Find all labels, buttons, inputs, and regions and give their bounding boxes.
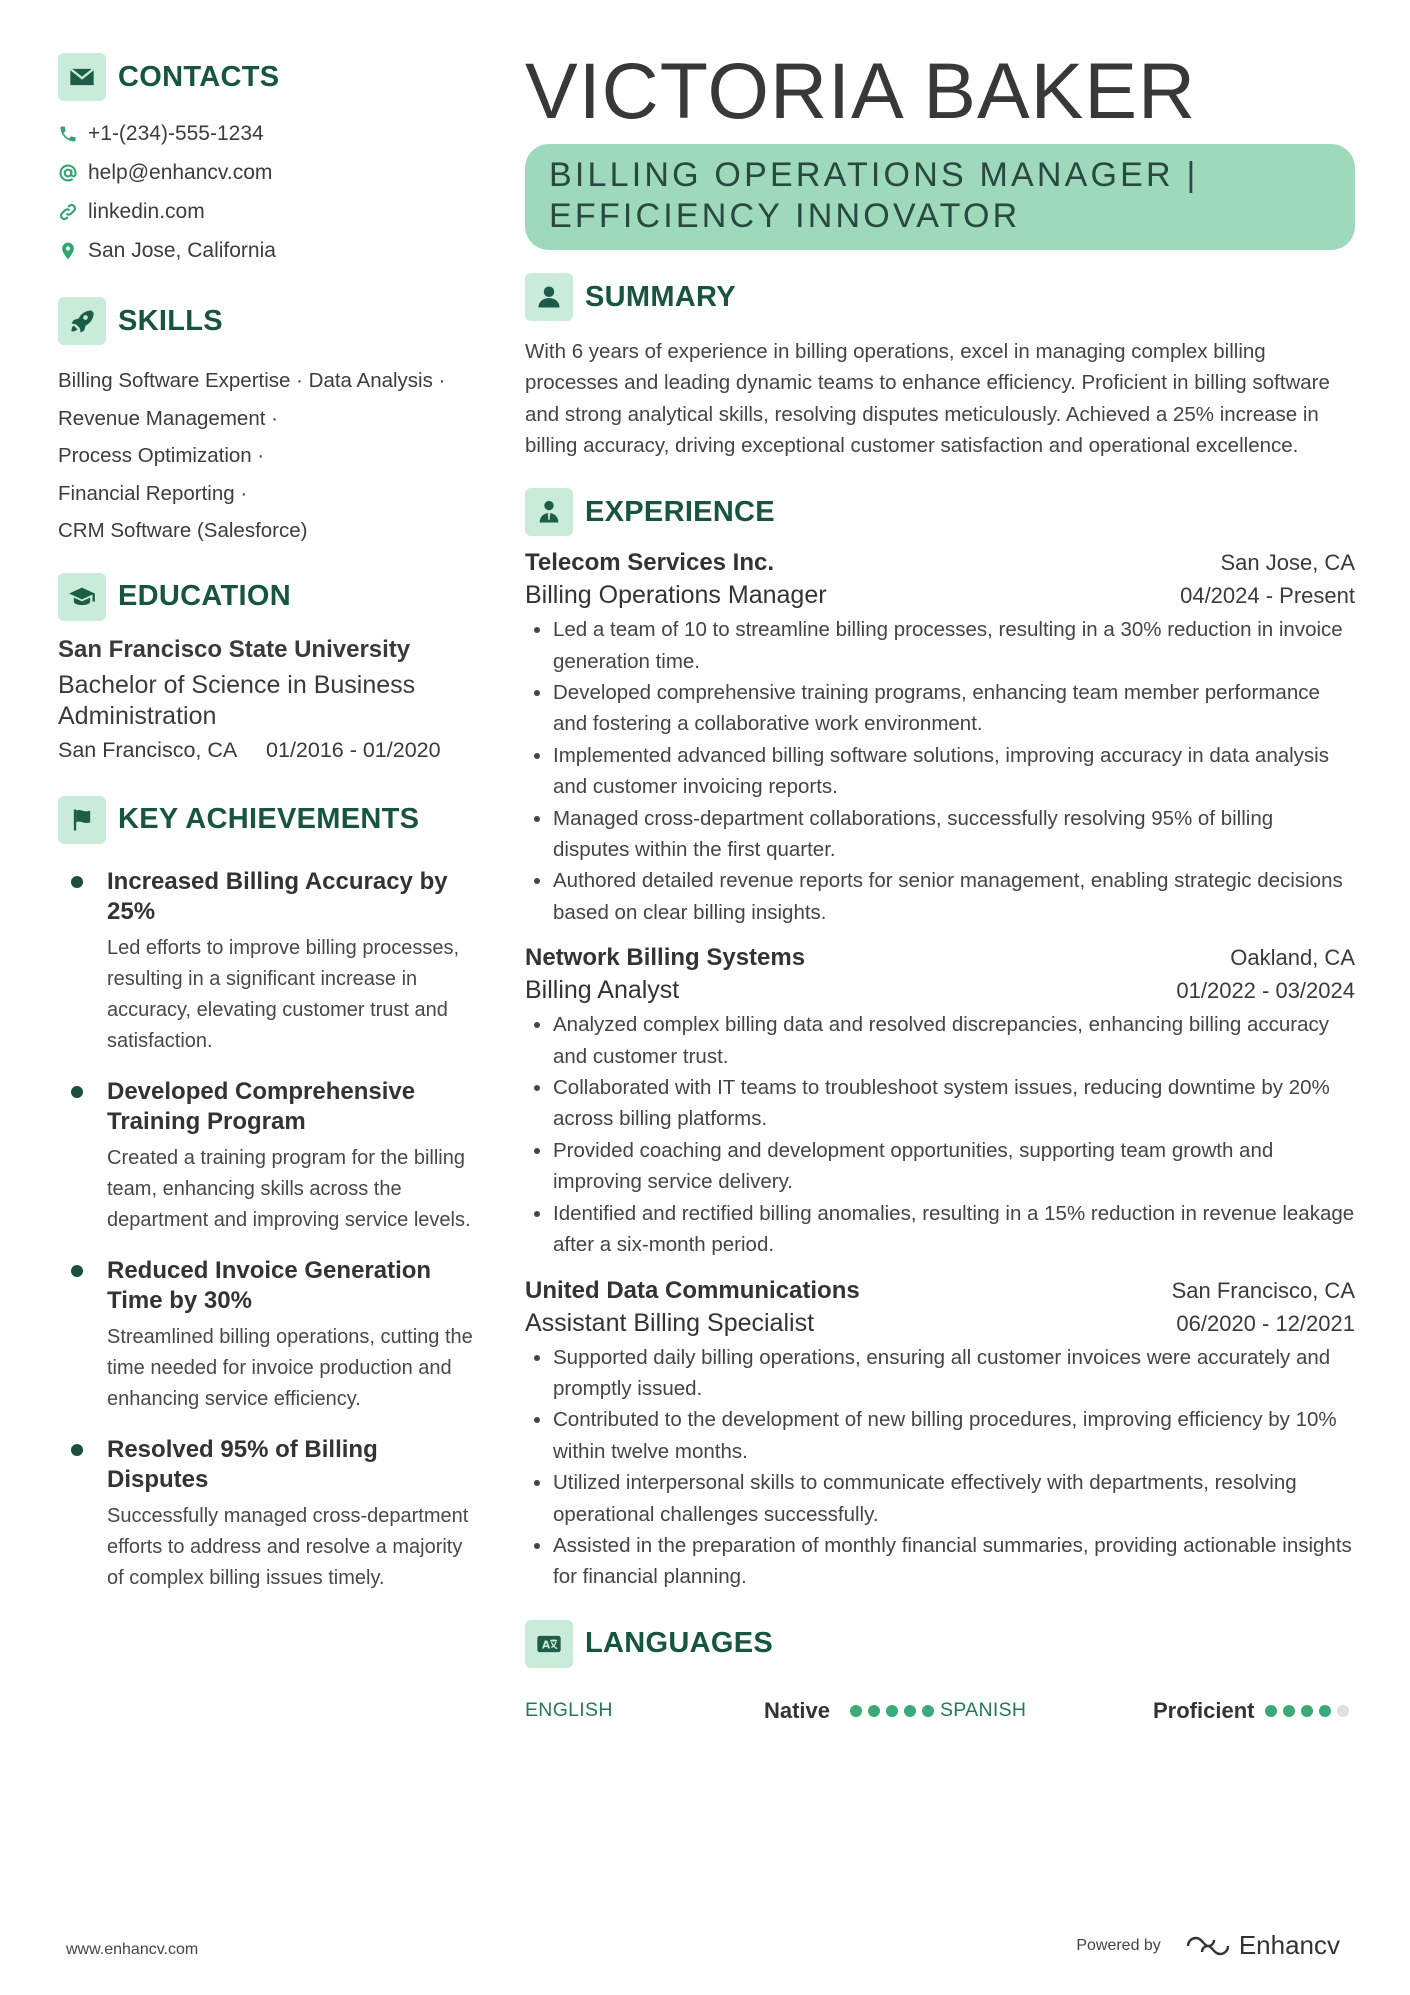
edu-degree: Bachelor of Science in Business Administration (58, 670, 416, 730)
skill-line: Process Optimization · (58, 444, 265, 467)
contact-phone (58, 114, 478, 153)
dot-icon (868, 1705, 880, 1717)
map-pin-icon (58, 241, 88, 261)
dot-icon (850, 1705, 862, 1717)
job-dates: 01/2022 - 03/2024 (1176, 978, 1355, 1004)
user-icon (525, 273, 573, 321)
footer-website[interactable]: www.enhancv.com (66, 1941, 199, 1958)
job-entry (525, 944, 1355, 1260)
job-company: Telecom Services Inc. (525, 549, 775, 577)
phone-text: +1-(234)-555-1234 (88, 121, 264, 145)
achievement-title: Increased Billing Accuracy by 25% (107, 867, 448, 925)
dot-icon (1283, 1705, 1295, 1717)
job-company: Network Billing Systems (525, 944, 806, 972)
contacts-header (58, 52, 478, 102)
job-role: Billing Analyst (525, 976, 680, 1005)
email-link[interactable]: help@enhancv.com (88, 160, 273, 184)
svg-text:A: A (542, 1639, 551, 1652)
bullet-icon (71, 876, 83, 888)
job-bullets (525, 614, 1355, 928)
achievements-header (58, 795, 478, 845)
linkedin-link[interactable]: linkedin.com (88, 199, 205, 223)
achievement-title: Reduced Invoice Generation Time by 30% (107, 1256, 432, 1314)
dot-icon (1301, 1705, 1313, 1717)
at-icon (58, 163, 88, 183)
brand-name: Enhancv (1238, 1930, 1340, 1960)
job-bullet: • Assisted in the preparation of monthly financial summaries, providing actionable insights for financial planning. (553, 1530, 1355, 1593)
language-name: SPANISH (940, 1699, 1027, 1722)
envelope-icon (58, 53, 106, 101)
achievement-desc: Created a training program for the billing team, enhancing skills across the department and improving service levels. (107, 1146, 471, 1231)
language-item (940, 1698, 1355, 1724)
powered-by-text: Powered by (1076, 1936, 1161, 1954)
experience-header (525, 487, 1355, 537)
achievement-desc: Led efforts to improve billing processes, resulting in a significant increase in accuracy, elevating customer trust and satisfaction. (107, 936, 460, 1052)
job-bullet: • Managed cross-department collaborations, successfully resolving 95% of billing disputes within the first quarter. (553, 803, 1355, 866)
left-column (58, 52, 478, 1594)
job-location: San Jose, CA (1220, 550, 1355, 576)
translate-icon (525, 1620, 573, 1668)
dot-icon (886, 1705, 898, 1717)
right-column (525, 48, 1355, 1731)
skills-header (58, 296, 478, 346)
job-dates: 06/2020 - 12/2021 (1176, 1310, 1355, 1336)
language-name: ENGLISH (525, 1699, 613, 1722)
job-bullet: • Identified and rectified billing anomalies, resulting in a 15% reduction in revenue leakage after a six-month period. (553, 1198, 1355, 1261)
summary-header (525, 272, 1355, 322)
language-item (525, 1698, 940, 1724)
graduation-cap-icon (58, 573, 106, 621)
job-bullet: • Provided coaching and development opportunities, supporting team growth and improving service delivery. (553, 1135, 1355, 1198)
job-bullet: • Authored detailed revenue reports for senior management, enabling strategic decisions based on clear billing insights. (553, 865, 1355, 928)
languages-header (525, 1619, 1355, 1669)
language-level: Native (763, 1697, 830, 1723)
achievement-item (58, 1435, 478, 1594)
achievements-title: KEY ACHIEVEMENTS (118, 803, 420, 835)
achievement-desc: Streamlined billing operations, cutting the time needed for invoice production and enhancing service efficiency. (107, 1325, 473, 1410)
job-entry (525, 1277, 1355, 1593)
job-bullets (525, 1342, 1355, 1593)
edu-meta (58, 738, 478, 763)
contact-linkedin (58, 192, 478, 231)
summary-title: SUMMARY (585, 280, 736, 313)
skill-line: CRM Software (Salesforce) (58, 519, 308, 542)
briefcase-user-icon (525, 488, 573, 536)
job-bullet: • Utilized interpersonal skills to communicate effectively with departments, resolving operational challenges successfully. (553, 1467, 1355, 1530)
flag-icon (58, 796, 106, 844)
edu-school: San Francisco State University (58, 635, 411, 663)
contacts-list (58, 114, 478, 270)
footer-branding (1076, 1930, 1340, 1961)
achievement-title: Resolved 95% of Billing Disputes (107, 1435, 378, 1493)
link-icon (58, 202, 88, 222)
edu-location: San Francisco, CA (58, 737, 237, 762)
job-dates: 04/2024 - Present (1180, 583, 1355, 609)
headline-banner: BILLING OPERATIONS MANAGER | EFFICIENCY INNOVATOR (525, 144, 1355, 250)
job-bullets (525, 1009, 1355, 1260)
job-bullet: • Collaborated with IT teams to troubleshoot system issues, reducing downtime by 20% across billing platforms. (553, 1072, 1355, 1135)
phone-icon (58, 124, 88, 144)
achievement-desc: Successfully managed cross-department efforts to address and resolve a majority of complex billing issues timely. (107, 1504, 469, 1589)
experience-title: EXPERIENCE (585, 495, 775, 528)
job-entry (525, 549, 1355, 928)
dot-icon (1319, 1705, 1331, 1717)
bullet-icon (71, 1265, 83, 1277)
rocket-icon (58, 297, 106, 345)
enhancv-logo-icon (1185, 1934, 1231, 1958)
skills-title: SKILLS (118, 304, 223, 337)
job-location: Oakland, CA (1230, 945, 1355, 971)
skill-line: Billing Software Expertise · Data Analysis · (58, 369, 446, 392)
contact-email (58, 153, 478, 192)
skill-line: Revenue Management · (58, 406, 278, 430)
job-role: Billing Operations Manager (525, 581, 827, 610)
job-location: San Francisco, CA (1171, 1277, 1355, 1303)
languages-list (525, 1691, 1355, 1731)
location-text: San Jose, California (88, 238, 276, 262)
job-bullet: • Implemented advanced billing software solutions, improving accuracy in data analysis and customer invoicing reports. (553, 740, 1355, 803)
bullet-icon (71, 1444, 83, 1456)
education-entry (58, 636, 478, 763)
job-bullet: • Analyzed complex billing data and resolved discrepancies, enhancing billing accuracy and customer trust. (553, 1009, 1355, 1072)
education-header (58, 572, 478, 622)
bullet-icon (71, 1086, 83, 1098)
proficiency-dots (1265, 1705, 1355, 1717)
proficiency-dots (850, 1705, 940, 1717)
language-level: Proficient (1153, 1697, 1255, 1723)
job-bullet: • Developed comprehensive training programs, enhancing team member performance and fostering a collaborative work environment. (553, 677, 1355, 740)
education-title: EDUCATION (118, 580, 291, 612)
contact-location (58, 231, 478, 270)
edu-dates: 01/2016 - 01/2020 (266, 737, 441, 762)
achievement-item (58, 1256, 478, 1415)
languages-title: LANGUAGES (585, 1627, 773, 1660)
skill-line: Financial Reporting · (58, 481, 248, 505)
achievement-title: Developed Comprehensive Training Program (107, 1077, 416, 1135)
job-company: United Data Communications (525, 1276, 860, 1304)
summary-text: With 6 years of experience in billing operations, excel in managing complex billing processes and leading dynamic teams to enhance efficiency. Proficient in billing software and strong analytical skills, resolving disputes meticulously. Achieved a 25% increase in billing accuracy, driving exceptional customer satisfaction and operational excellence. (525, 340, 1330, 457)
candidate-name: VICTORIA BAKER (525, 46, 1197, 135)
dot-icon (1337, 1705, 1349, 1717)
skills-list (58, 362, 478, 550)
dot-icon (904, 1705, 916, 1717)
dot-icon (922, 1705, 934, 1717)
dot-icon (1265, 1705, 1277, 1717)
enhancv-logo[interactable] (1185, 1930, 1340, 1961)
achievements-list (58, 867, 478, 1594)
job-bullet: • Led a team of 10 to streamline billing processes, resulting in a 30% reduction in invoice generation time. (553, 614, 1355, 677)
job-role: Assistant Billing Specialist (525, 1308, 815, 1337)
contacts-title: CONTACTS (118, 60, 280, 93)
achievement-item (58, 1077, 478, 1236)
achievement-item (58, 867, 478, 1057)
job-bullet: • Contributed to the development of new billing procedures, improving efficiency by 10% within twelve months. (553, 1404, 1355, 1467)
job-bullet: • Supported daily billing operations, ensuring all customer invoices were accurately and promptly issued. (553, 1342, 1355, 1405)
